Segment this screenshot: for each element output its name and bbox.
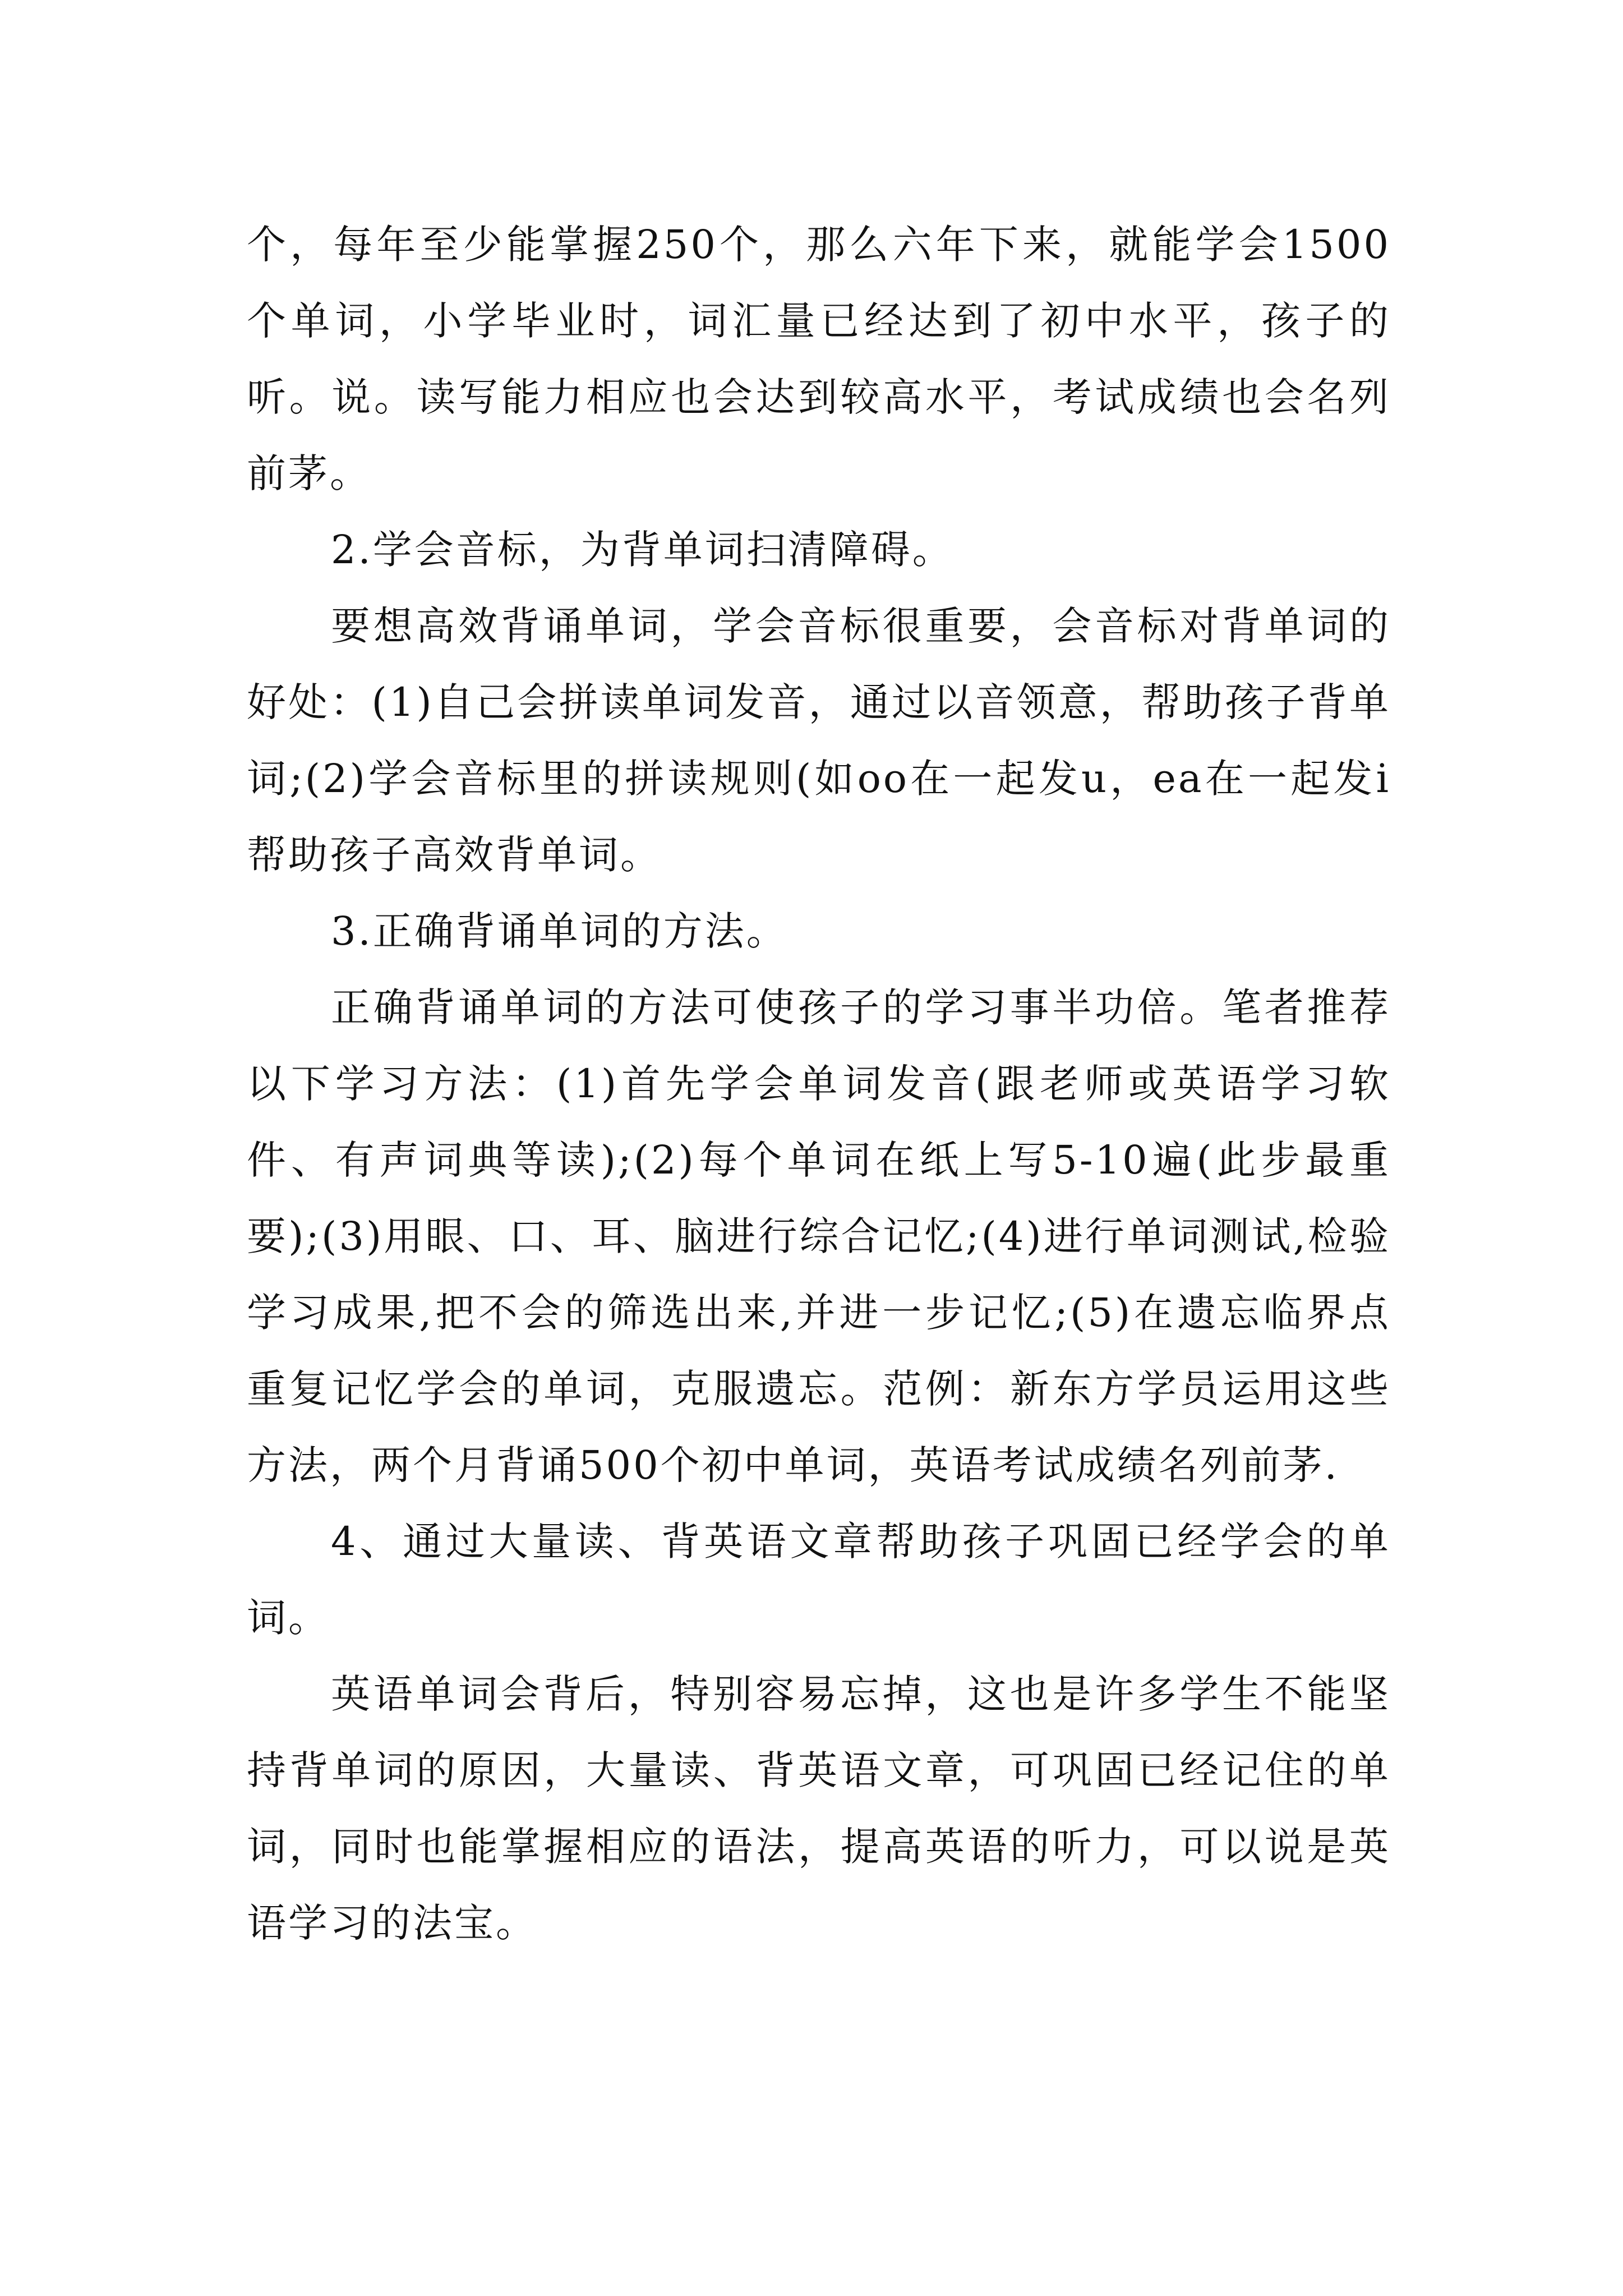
paragraph-continuation: 个，每年至少能掌握250个，那么六年下来，就能学会1500个单词，小学毕业时，词汇量已经达到了初中水平，孩子的听。说。读写能力相应也会达到较高水平，考试成绩也会名列前茅。 <box>247 222 1391 496</box>
paragraph-phonetics-benefits: 要想高效背诵单词，学会音标很重要，会音标对背单词的好处：(1)自己会拼读单词发音，通过以音领意，帮助孩子背单词;(2)学会音标里的拼读规则(如oo在一起发u，ea在一起发i 帮助孩子高效背单词。 <box>247 603 1391 878</box>
heading-learn-phonetics: 2.学会音标，为背单词扫清障碍。 <box>331 527 954 573</box>
heading-reading-articles: 4、通过大量读、背英语文章帮助孩子巩固已经学会的单词。 <box>247 1519 1391 1641</box>
paragraph-reading-articles: 英语单词会背后，特别容易忘掉，这也是许多学生不能坚持背单词的原因，大量读、背英语文章，可巩固已经记住的单词，同时也能掌握相应的语法，提高英语的听力，可以说是英语学习的法宝。 <box>247 1671 1391 1946</box>
paragraph-memorization-method: 正确背诵单词的方法可使孩子的学习事半功倍。笔者推荐以下学习方法：(1)首先学会单词发音(跟老师或英语学习软件、有声词典等读);(2)每个单词在纸上写5-10遍(此步最重要);(3)用眼、口、耳、脑进行综合记忆;(4)进行单词测试,检验学习成果,把不会的筛选出来,并进一步记忆;(5)在遗忘临界点重复记忆学会的单词，克服遗忘。范例：新东方学员运用这些方法，两个月背诵500个初中单词，英语考试成绩名列前茅. <box>247 984 1391 1488</box>
document-body <box>247 206 1391 1961</box>
heading-memorization-method: 3.正确背诵单词的方法。 <box>331 908 788 954</box>
